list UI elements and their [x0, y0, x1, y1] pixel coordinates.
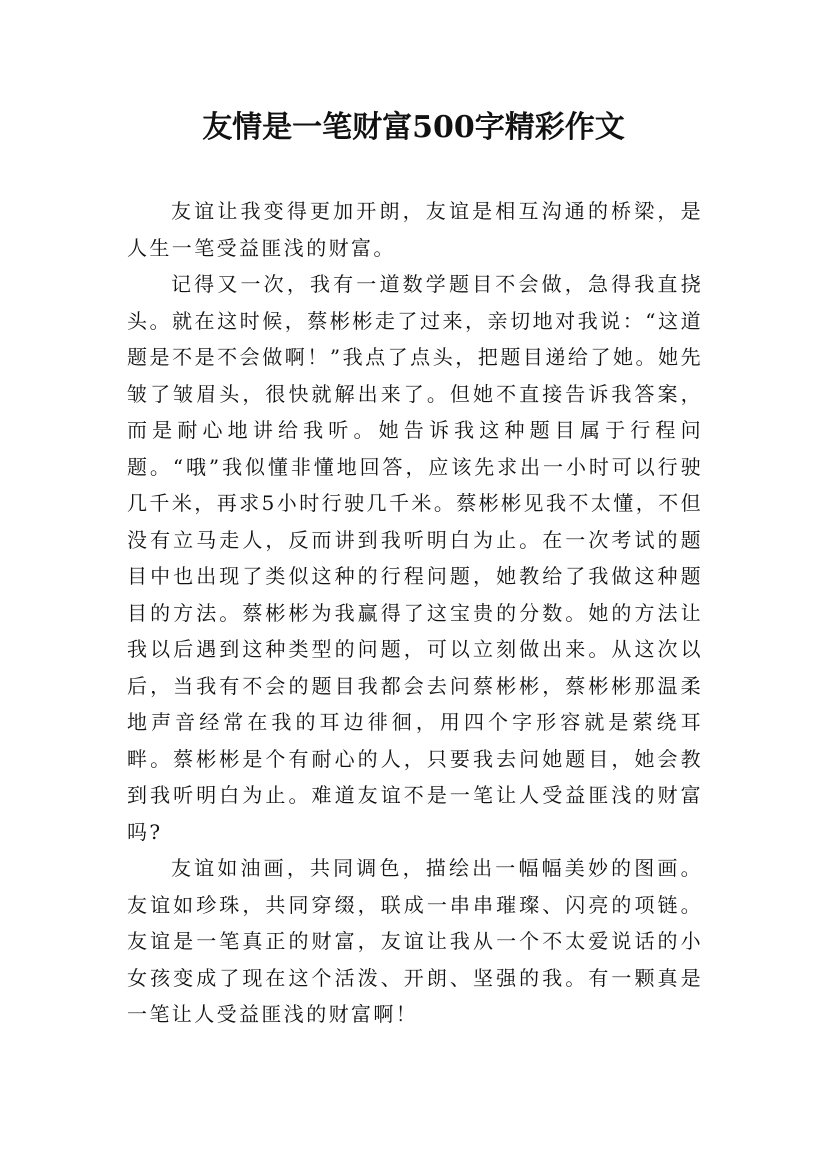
- paragraph-3: 友谊如油画，共同调色，描绘出一幅幅美妙的图画。友谊如珍珠，共同穿缀，联成一串串璀璨、闪亮的项链。友谊是一笔真正的财富，友谊让我从一个不太爱说话的小女孩变成了现在这个活泼、开朗、坚强的我。有一颗真是一笔让人受益匪浅的财富啊！: [127, 856, 703, 1026]
- document-title: 友情是一笔财富500字精彩作文: [202, 110, 625, 145]
- paragraph-2: 记得又一次，我有一道数学题目不会做，急得我直挠头。就在这时候，蔡彬彬走了过来，亲切地对我说：“这道题是不是不会做啊！”我点了点头，把题目递给了她。她先皱了皱眉头，很快就解出来了。但她不直接告诉我答案，而是耐心地讲给我听。她告诉我这种题目属于行程问题。“哦”我似懂非懂地回答，应该先求出一小时可以行驶几千米，再求5小时行驶几千米。蔡彬彬见我不太懂，不但没有立马走人，反而讲到我听明白为止。在一次考试的题目中也出现了类似这种的行程问题，她教给了我做这种题目的方法。蔡彬彬为我赢得了这宝贵的分数。她的方法让我以后遇到这种类型的问题，可以立刻做出来。从这次以后，当我有不会的题目我都会去问蔡彬彬，蔡彬彬那温柔地声音经常在我的耳边徘徊，用四个字形容就是萦绕耳畔。蔡彬彬是个有耐心的人，只要我去问她题目，她会教到我听明白为止。难道友谊不是一笔让人受益匪浅的财富吗?: [127, 272, 703, 844]
- paragraph-1: 友谊让我变得更加开朗，友谊是相互沟通的桥梁，是人生一笔受益匪浅的财富。: [127, 199, 703, 260]
- document-body: [127, 193, 703, 1033]
